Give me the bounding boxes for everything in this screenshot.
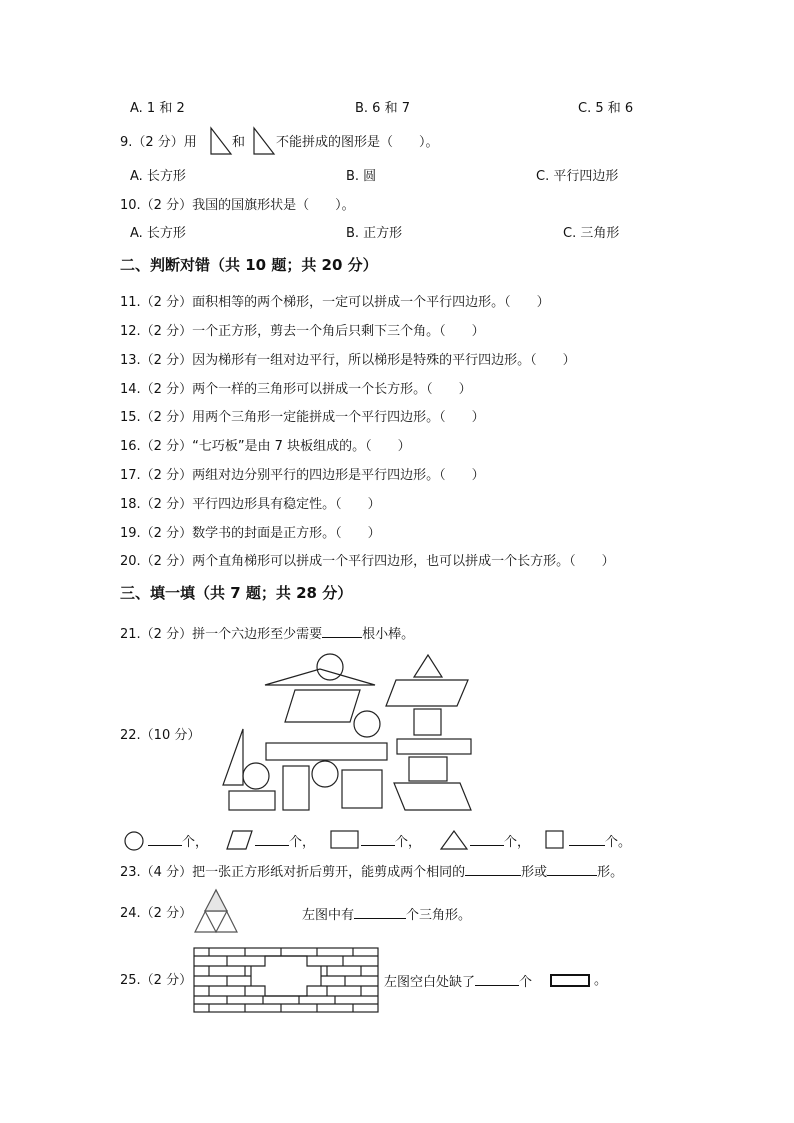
brick-wall-figure — [193, 947, 381, 1015]
right-triangle-icon-1 — [209, 126, 233, 156]
section2-title: 二、判断对错（共 10 题；共 20 分） — [120, 256, 378, 274]
q8-option-b[interactable]: B. 6 和 7 — [355, 101, 410, 116]
q11: 11.（2 分）面积相等的两个梯形，一定可以拼成一个平行四边形。（ ） — [120, 295, 550, 310]
rectangle-shape — [397, 739, 471, 754]
rectangle-shape — [266, 743, 387, 760]
right-triangle-icon-2 — [252, 126, 276, 156]
q13: 13.（2 分）因为梯形有一组对边平行，所以梯形是特殊的平行四边形。（ ） — [120, 353, 576, 368]
q21-answer-blank[interactable] — [322, 625, 362, 638]
q10-text: 10.（2 分）我国的国旗形状是（ ）。 — [120, 198, 355, 213]
parallelogram-icon — [226, 829, 254, 851]
q22-triangle-blank[interactable] — [470, 833, 504, 846]
q23-text-a: 23.（4 分）把一张正方形纸对折后剪开，能剪成两个相同的 — [120, 865, 466, 880]
rectangle-shape — [409, 757, 447, 781]
q22-parallelogram-count: 个， — [255, 833, 315, 851]
q15: 15.（2 分）用两个三角形一定能拼成一个平行四边形。（ ） — [120, 410, 485, 425]
q24-text-a: 左图中有 — [302, 908, 355, 923]
q22-unit: 个 — [605, 835, 619, 850]
q22-shapes-figure — [220, 652, 480, 817]
q16: 16.（2 分）“七巧板”是由 7 块板组成的。（ ） — [120, 439, 411, 454]
triangle-shape — [223, 729, 243, 785]
q25-blank[interactable] — [475, 973, 519, 986]
circle-shape — [312, 761, 338, 787]
q12: 12.（2 分）一个正方形，剪去一个角后只剩下三个角。（ ） — [120, 324, 485, 339]
triangle-figure — [192, 887, 242, 937]
q21-text-b: 根小棒。 — [362, 627, 415, 642]
square-shape — [342, 770, 382, 808]
triangle-icon — [439, 829, 469, 851]
square-shape — [283, 766, 309, 810]
q22-circle-blank[interactable] — [148, 833, 182, 846]
q22-rectangle-count: 个， — [361, 833, 421, 851]
circle-icon — [123, 830, 147, 852]
q25-text-a: 左图空白处缺了 — [384, 975, 476, 990]
q24-text-b: 个三角形。 — [406, 908, 472, 923]
q22-label: 22.（10 分） — [120, 728, 201, 743]
q17: 17.（2 分）两组对边分别平行的四边形是平行四边形。（ ） — [120, 468, 485, 483]
q22-circle-count: 个， — [148, 833, 208, 851]
q10-option-a[interactable]: A. 长方形 — [130, 226, 186, 241]
q19: 19.（2 分）数学书的封面是正方形。（ ） — [120, 526, 381, 541]
q14: 14.（2 分）两个一样的三角形可以拼成一个长方形。（ ） — [120, 382, 472, 397]
q25-text — [384, 973, 532, 991]
q22-unit: 个 — [289, 835, 303, 850]
q22-unit: 个 — [182, 835, 196, 850]
parallelogram-shape — [394, 783, 471, 810]
q10-option-b[interactable]: B. 正方形 — [346, 226, 403, 241]
q9-option-b[interactable]: B. 圆 — [346, 169, 377, 184]
q24-text — [302, 906, 471, 924]
circle-shape — [243, 763, 269, 789]
q25-text-b: 个 — [519, 975, 533, 990]
square-shape — [414, 709, 441, 735]
q24-blank[interactable] — [354, 906, 406, 919]
q25-text-c: 。 — [594, 973, 608, 988]
rectangle-shape — [229, 791, 275, 810]
q23-blank-1[interactable] — [465, 863, 521, 876]
circle-shape — [317, 654, 343, 680]
q18: 18.（2 分）平行四边形具有稳定性。（ ） — [120, 497, 381, 512]
parallelogram-shape — [386, 680, 468, 706]
q22-parallelogram-blank[interactable] — [255, 833, 289, 846]
q23-text-c: 形。 — [597, 865, 624, 880]
q22-rectangle-blank[interactable] — [361, 833, 395, 846]
q9-option-c[interactable]: C. 平行四边形 — [536, 169, 619, 184]
q9-suffix: 不能拼成的图形是（ ）。 — [276, 135, 439, 150]
section3-title: 三、填一填（共 7 题；共 28 分） — [120, 584, 353, 602]
q23-blank-2[interactable] — [547, 863, 597, 876]
q9-option-a[interactable]: A. 长方形 — [130, 169, 186, 184]
square-icon — [544, 829, 566, 851]
q24-label: 24.（2 分） — [120, 906, 193, 921]
rectangle-icon — [330, 829, 360, 851]
parallelogram-shape — [285, 690, 360, 722]
q22-square-blank[interactable] — [569, 833, 605, 846]
q8-option-c[interactable]: C. 5 和 6 — [578, 101, 634, 116]
q22-square-count: 个。 — [569, 833, 631, 851]
q10-option-c[interactable]: C. 三角形 — [563, 226, 620, 241]
circle-shape — [354, 711, 380, 737]
q8-option-a[interactable]: A. 1 和 2 — [130, 101, 185, 116]
q20: 20.（2 分）两个直角梯形可以拼成一个平行四边形，也可以拼成一个长方形。（ ） — [120, 554, 615, 569]
q22-triangle-count: 个， — [470, 833, 530, 851]
q9-prefix: 9.（2 分）用 — [120, 135, 197, 150]
q22-unit: 个 — [395, 835, 409, 850]
q21 — [120, 625, 414, 643]
triangle-shape — [414, 655, 442, 677]
q23 — [120, 863, 623, 881]
q22-unit: 个 — [504, 835, 518, 850]
q23-text-b: 形或 — [521, 865, 548, 880]
triangle-shape — [265, 669, 375, 685]
q25-label: 25.（2 分） — [120, 973, 193, 988]
q9-mid: 和 — [232, 135, 246, 150]
brick-icon — [550, 973, 592, 989]
q21-text-a: 21.（2 分）拼一个六边形至少需要 — [120, 627, 323, 642]
